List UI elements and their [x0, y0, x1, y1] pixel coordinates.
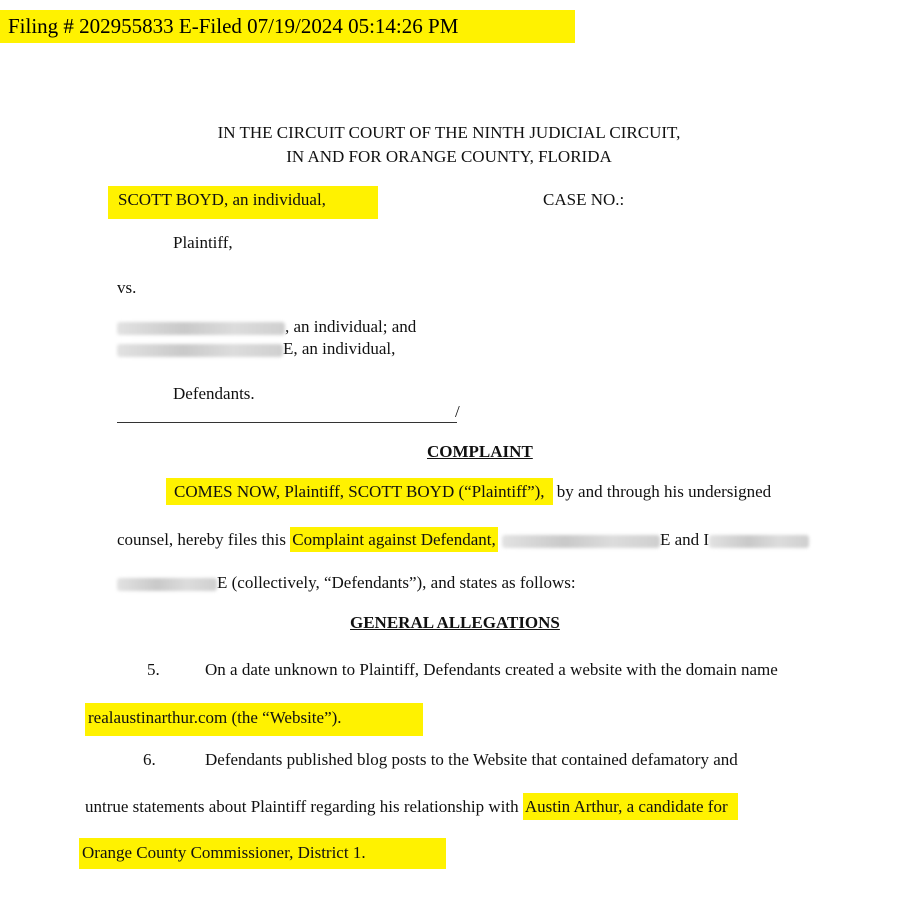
filing-header: Filing # 202955833 E-Filed 07/19/2024 05:14:26 PM — [0, 10, 575, 43]
general-allegations-heading: GENERAL ALLEGATIONS — [350, 613, 560, 632]
court-title-line2: IN AND FOR ORANGE COUNTY, FLORIDA — [286, 147, 612, 166]
intro-line-1-rest: by and through his undersigned — [552, 482, 772, 501]
intro-line-1 — [166, 482, 771, 502]
redacted-defendant-name-a — [502, 535, 660, 548]
para-6-line-2 — [85, 797, 738, 817]
redacted-defendant-1 — [117, 322, 285, 335]
plaintiff-name: SCOTT BOYD, an individual, — [108, 186, 378, 219]
intro-line-2 — [117, 530, 809, 550]
defendant-2-line — [117, 339, 395, 359]
redacted-defendant-name-c — [117, 578, 217, 591]
intro-line-2-start: counsel, hereby files this — [117, 530, 291, 549]
caption-slash: / — [455, 402, 460, 421]
para-6-number: 6. — [143, 750, 156, 769]
intro-highlight-complaint: Complaint against Defendant, — [290, 527, 497, 552]
intro-line-3 — [117, 573, 576, 593]
intro-line-3-end: E (collectively, “Defendants”), and states as follows: — [217, 573, 576, 592]
para-5-text: On a date unknown to Plaintiff, Defendants created a website with the domain name — [205, 660, 778, 679]
redacted-defendant-2 — [117, 344, 283, 357]
case-number-label: CASE NO.: — [543, 190, 625, 209]
plaintiff-label: Plaintiff, — [173, 233, 233, 252]
defendant-1-line — [117, 317, 416, 337]
court-title-line1: IN THE CIRCUIT COURT OF THE NINTH JUDICIAL CIRCUIT, — [217, 123, 681, 142]
para-6-text: Defendants published blog posts to the Website that contained defamatory and — [205, 750, 738, 769]
versus-label: vs. — [117, 278, 137, 297]
para-6-candidate-highlight: Austin Arthur, a candidate for — [523, 793, 738, 820]
redacted-defendant-name-b — [709, 535, 809, 548]
complaint-heading: COMPLAINT — [427, 442, 533, 461]
defendant-2-suffix: E, an individual, — [283, 339, 396, 358]
para-6-commissioner-highlight: Orange County Commissioner, District 1. — [79, 838, 446, 869]
defendant-1-suffix: , an individual; and — [285, 317, 417, 336]
intro-line-2-mid: E and I — [660, 530, 710, 549]
para-5-number: 5. — [147, 660, 160, 679]
signature-rule — [117, 422, 457, 423]
para-6-line-2-start: untrue statements about Plaintiff regarding his relationship with — [85, 797, 523, 816]
intro-highlight-comes-now: COMES NOW, Plaintiff, SCOTT BOYD (“Plaintiff”), — [166, 478, 553, 505]
defendants-label: Defendants. — [173, 384, 255, 403]
para-5-website-highlight: realaustinarthur.com (the “Website”). — [85, 703, 423, 736]
